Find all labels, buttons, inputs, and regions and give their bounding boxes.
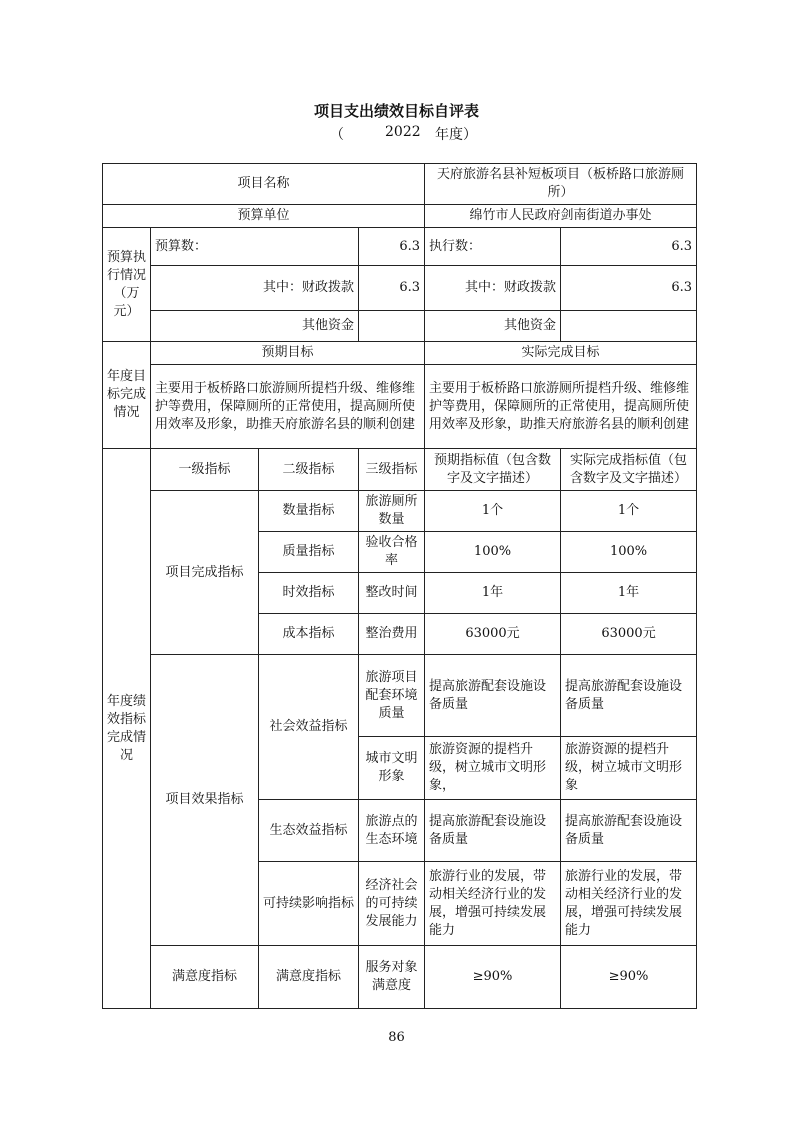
goals-section-label: 年度目标完成情况: [103, 342, 151, 449]
other-funds-exec-value: [561, 311, 697, 342]
actual-value-cell: 旅游资源的提档升级，树立城市文明形象: [561, 737, 697, 800]
budget-row: [103, 228, 697, 266]
budget-amount-label: 预算数：: [151, 228, 359, 266]
budget-section-label: 预算执行情况（万元）: [103, 228, 151, 342]
table-row: [103, 491, 697, 532]
level3-cell: 旅游点的生态环境: [359, 800, 425, 862]
fiscal-budget-label: 其中：财政拨款: [151, 266, 359, 311]
expected-value-cell: 63000元: [425, 614, 561, 655]
level2-cell: 时效指标: [259, 573, 359, 614]
actual-goal-text: 主要用于板桥路口旅游厕所提档升级、维修维护等费用，保障厕所的正常使用，提高厕所使用效率及形象，助推天府旅游名县的顺利创建: [425, 365, 697, 449]
expected-value-cell: 100%: [425, 532, 561, 573]
expected-value-cell: 提高旅游配套设施设备质量: [425, 800, 561, 862]
other-funds-value: [359, 311, 425, 342]
actual-value-cell: 旅游行业的发展，带动相关经济行业的发展，增强可持续发展能力: [561, 862, 697, 946]
level2-cell: 成本指标: [259, 614, 359, 655]
actual-value-cell: 1年: [561, 573, 697, 614]
level3-header: 三级指标: [359, 449, 425, 491]
expected-value-cell: 旅游行业的发展，带动相关经济行业的发展，增强可持续发展能力: [425, 862, 561, 946]
level3-cell: 整治费用: [359, 614, 425, 655]
page-number: 86: [388, 1030, 405, 1045]
level2-cell: 数量指标: [259, 491, 359, 532]
exec-amount-label: 执行数：: [425, 228, 561, 266]
expected-value-cell: 旅游资源的提档升级，树立城市文明形象，: [425, 737, 561, 800]
actual-value-cell: ≥90%: [561, 946, 697, 1009]
fiscal-exec-value: 6.3: [561, 266, 697, 311]
indicators-section-label: 年度绩效指标完成情况: [103, 449, 151, 1009]
expected-value-header: 预期指标值（包含数字及文字描述）: [425, 449, 561, 491]
satisfaction-indicators-label: 满意度指标: [151, 946, 259, 1009]
project-name-value: 天府旅游名县补短板项目（板桥路口旅游厕所）: [425, 164, 697, 205]
actual-goal-header: 实际完成目标: [425, 342, 697, 365]
level3-cell: 经济社会的可持续发展能力: [359, 862, 425, 946]
goals-header-row: [103, 342, 697, 365]
expected-goal-text: 主要用于板桥路口旅游厕所提档升级、维修维护等费用，保障厕所的正常使用，提高厕所使用效率及形象，助推天府旅游名县的顺利创建: [151, 365, 425, 449]
completion-indicators-label: 项目完成指标: [151, 491, 259, 655]
level2-header: 二级指标: [259, 449, 359, 491]
sustainability-label: 可持续影响指标: [259, 862, 359, 946]
page-title: 项目支出绩效目标自评表: [313, 102, 479, 120]
level3-cell: 服务对象满意度: [359, 946, 425, 1009]
indicator-header-row: [103, 449, 697, 491]
level3-cell: 城市文明形象: [359, 737, 425, 800]
level1-header: 一级指标: [151, 449, 259, 491]
actual-value-cell: 提高旅游配套设施设备质量: [561, 800, 697, 862]
project-name-row: [103, 164, 697, 205]
fiscal-row: [103, 266, 697, 311]
goals-text-row: [103, 365, 697, 449]
budget-amount-value: 6.3: [359, 228, 425, 266]
expected-value-cell: 提高旅游配套设施设备质量: [425, 655, 561, 737]
budget-unit-label: 预算单位: [103, 205, 425, 228]
effect-indicators-label: 项目效果指标: [151, 655, 259, 946]
actual-value-header: 实际完成指标值（包含数字及文字描述）: [561, 449, 697, 491]
table-row: [103, 655, 697, 737]
other-funds-exec-label: 其他资金: [425, 311, 561, 342]
level3-cell: 整改时间: [359, 573, 425, 614]
year-label: 年度）: [435, 127, 477, 143]
expected-value-cell: ≥90%: [425, 946, 561, 1009]
social-benefit-label: 社会效益指标: [259, 655, 359, 800]
table-row: [103, 946, 697, 1009]
expected-goal-header: 预期目标: [151, 342, 425, 365]
year-value: 2022: [385, 124, 421, 140]
exec-amount-value: 6.3: [561, 228, 697, 266]
actual-value-cell: 100%: [561, 532, 697, 573]
fiscal-budget-value: 6.3: [359, 266, 425, 311]
level3-cell: 旅游项目配套环境质量: [359, 655, 425, 737]
level2-cell: 满意度指标: [259, 946, 359, 1009]
level3-cell: 验收合格率: [359, 532, 425, 573]
budget-unit-row: [103, 205, 697, 228]
eco-benefit-label: 生态效益指标: [259, 800, 359, 862]
actual-value-cell: 63000元: [561, 614, 697, 655]
expected-value-cell: 1个: [425, 491, 561, 532]
evaluation-table: [102, 163, 697, 1009]
other-funds-label: 其他资金: [151, 311, 359, 342]
actual-value-cell: 1个: [561, 491, 697, 532]
level3-cell: 旅游厕所数量: [359, 491, 425, 532]
project-name-label: 项目名称: [103, 164, 425, 205]
year-paren: （: [330, 127, 344, 143]
level2-cell: 质量指标: [259, 532, 359, 573]
budget-unit-value: 绵竹市人民政府剑南街道办事处: [425, 205, 697, 228]
other-funds-row: [103, 311, 697, 342]
expected-value-cell: 1年: [425, 573, 561, 614]
actual-value-cell: 提高旅游配套设施设备质量: [561, 655, 697, 737]
fiscal-exec-label: 其中：财政拨款: [425, 266, 561, 311]
